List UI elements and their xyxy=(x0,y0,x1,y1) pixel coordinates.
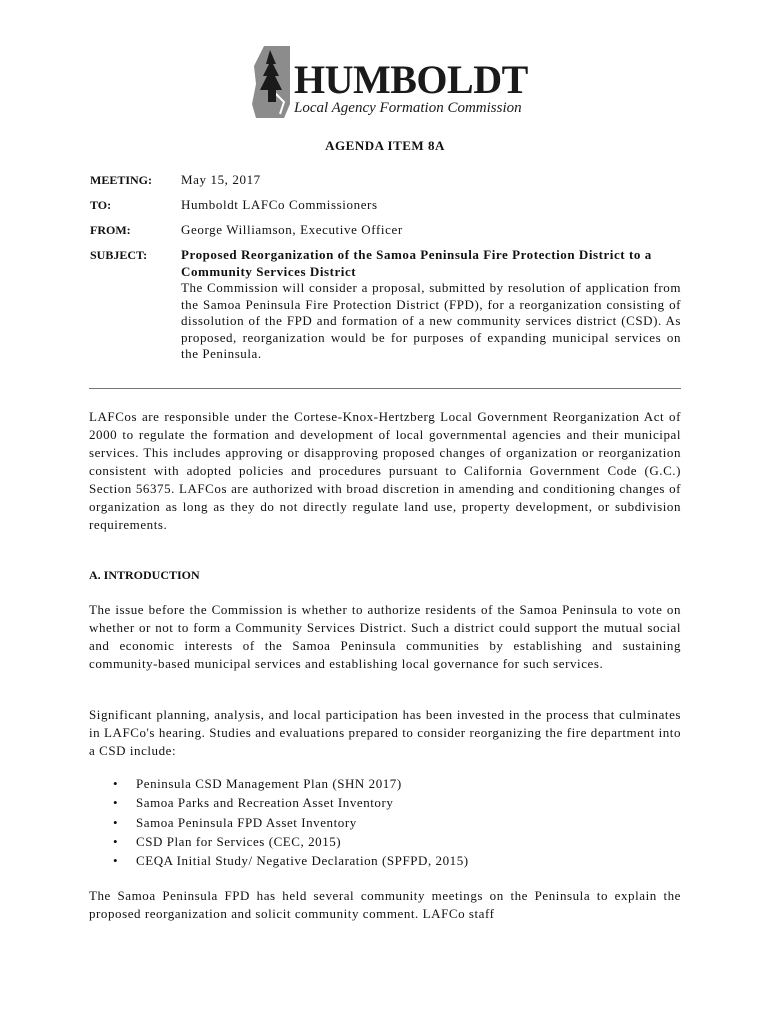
list-item xyxy=(113,774,469,793)
logo-title: HUMBOLDT xyxy=(294,57,528,102)
to-value: Humboldt LAFCo Commissioners xyxy=(181,197,378,212)
list-item-text: Samoa Parks and Recreation Asset Inventory xyxy=(136,795,394,811)
section-a-heading: A. INTRODUCTION xyxy=(89,568,200,582)
list-item-text: CEQA Initial Study/ Negative Declaration (SPFPD, 2015) xyxy=(136,853,469,869)
list-item xyxy=(113,813,469,832)
from-value: George Williamson, Executive Officer xyxy=(181,222,403,237)
agenda-title: AGENDA ITEM 8A xyxy=(325,138,445,153)
subject-block xyxy=(181,247,681,363)
subject-label: SUBJECT: xyxy=(90,248,148,262)
intro-paragraph: LAFCos are responsible under the Cortese-Knox-Hertzberg Local Government Reorganization Act of 2000 to regulate the formation and development of local governmental agencies and their municipal services. This includes approving or disapproving proposed changes of organization or reorganization consistent with adopted policies and procedures pursuant to California Government Code (G.C.) Section 56375. LAFCos are authorized with broad discretion in amending and conditioning changes of organization as long as they do not directly regulate land use, property development, or subdivision requirements. xyxy=(89,409,681,532)
meeting-value: May 15, 2017 xyxy=(181,172,261,187)
bullet-icon: • xyxy=(113,814,119,830)
list-item-text: Peninsula CSD Management Plan (SHN 2017) xyxy=(136,776,402,791)
studies-list xyxy=(113,774,469,870)
to-label: TO: xyxy=(90,198,112,212)
section-a-paragraph-2: Significant planning, analysis, and local participation has been invested in the process that culminates in LAFCo's hearing. Studies and evaluations prepared to consider reorganizing the fire department into a CSD include: xyxy=(89,707,681,758)
humboldt-lafco-logo xyxy=(250,44,528,120)
list-item xyxy=(113,851,469,870)
logo-subtitle: Local Agency Formation Commission xyxy=(294,100,522,116)
bullet-icon: • xyxy=(113,833,119,849)
bullet-icon: • xyxy=(113,795,119,811)
from-label: FROM: xyxy=(90,223,131,237)
list-item-text: Samoa Peninsula FPD Asset Inventory xyxy=(136,814,357,830)
section-a-paragraph-3: The Samoa Peninsula FPD has held several community meetings on the Peninsula to explain the proposed reorganization and solicit community comment. LAFCo staff xyxy=(89,888,681,921)
list-item xyxy=(113,832,469,851)
header-divider xyxy=(89,388,681,389)
bullet-icon: • xyxy=(113,776,119,791)
subject-description: The Commission will consider a proposal, submitted by resolution of application from the Samoa Peninsula Fire Protection District (FPD), for a reorganization consisting of dissolution of the FPD and formation of a new community services district (CSD). As proposed, reorganization would be for purposes of expanding municipal services on the Peninsula. xyxy=(181,280,681,361)
bullet-icon: • xyxy=(113,853,119,869)
list-item xyxy=(113,793,469,812)
section-a-paragraph-1: The issue before the Commission is whether to authorize residents of the Samoa Peninsula to vote on whether or not to form a Community Services District. Such a district could support the mutual social and economic interests of the Samoa Peninsula communities by establishing and sustaining community-based municipal services and establishing local governance for such services. xyxy=(89,602,681,671)
meeting-label: MEETING: xyxy=(90,173,153,187)
subject-title: Proposed Reorganization of the Samoa Peninsula Fire Protection District to a Community Services District xyxy=(181,247,652,279)
list-item-text: CSD Plan for Services (CEC, 2015) xyxy=(136,833,342,849)
